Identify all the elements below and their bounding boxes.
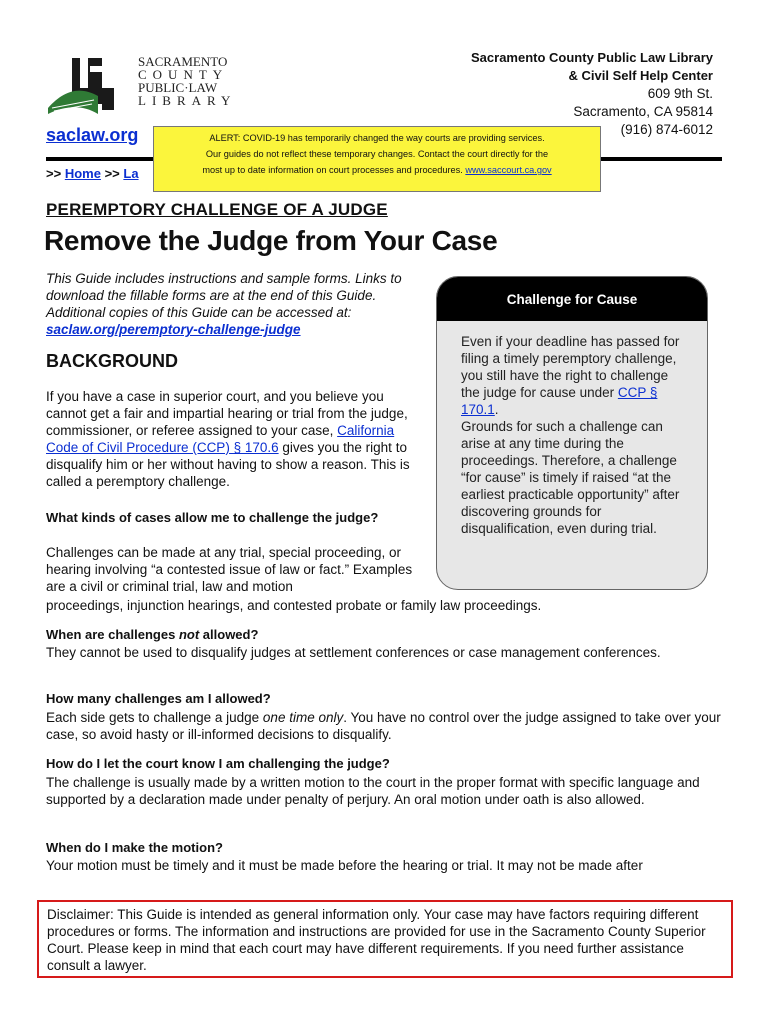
background-paragraph: [46, 388, 422, 490]
sidebar-title: Challenge for Cause: [437, 277, 707, 321]
logo-line-4: LIBRARY: [138, 93, 237, 108]
library-subname: & Civil Self Help Center: [568, 68, 713, 83]
q3-answer-before: Each side gets to challenge a judge: [46, 710, 260, 725]
q3-answer-after: . You have no control over the judge assigned to take over your case, so avoid hasty or ill-informed decisions to disqualify.: [46, 710, 721, 742]
q5-question: When do I make the motion?: [46, 840, 223, 855]
logo-line-1: SACRAMENTO: [138, 54, 228, 69]
q1-answer-a: Challenges can be made at any trial, special proceeding, or hearing involving “a contested issue of law or fact.” Examples are a civil or criminal trial, law and motion: [46, 545, 413, 594]
sidebar-paragraph-1: [461, 333, 687, 418]
breadcrumb-next-link[interactable]: La: [123, 166, 139, 181]
q2-question-after: allowed?: [202, 627, 259, 642]
sidebar-body: [437, 321, 707, 537]
sidebar-text-period: .: [494, 402, 499, 417]
library-logo-text: [138, 55, 258, 107]
guide-url-link[interactable]: saclaw.org/peremptory-challenge-judge: [46, 322, 301, 337]
guide-intro: [46, 270, 414, 338]
q2-question-em: not: [178, 627, 200, 642]
saclaw-site-link[interactable]: saclaw.org: [46, 125, 139, 145]
q3-answer-em: one time only: [262, 710, 344, 725]
alert-line-1: ALERT: COVID-19 has temporarily changed the way courts are providing services.: [209, 133, 545, 143]
q5-answer: Your motion must be timely and it must be made before the hearing or trial. It may not be made after: [46, 858, 643, 873]
challenge-for-cause-sidebar: [436, 276, 708, 590]
background-text-2: gives you the right to disqualify him or her without having to show a reason. This is called a peremptory challenge.: [46, 440, 410, 489]
q3-answer: [46, 709, 726, 743]
q2-question-before: When are challenges: [46, 627, 176, 642]
ccp-170-6-link[interactable]: California Code of Civil Procedure (CCP) § 170.6: [46, 423, 395, 455]
sidebar-paragraph-2: Grounds for such a challenge can arise at any time during the proceedings. Therefore, a challenge “for cause” is timely if raised “at the earliest practicable opportunity” after discovering grounds for disqualification, even during trial.: [461, 419, 680, 536]
logo-line-3: PUBLIC·LAW: [138, 80, 218, 95]
breadcrumb-home-link[interactable]: Home: [64, 166, 101, 181]
disclaimer-box: Disclaimer: This Guide is intended as general information only. Your case may have factors requiring different procedures or forms. The information and instructions are provided for use in the Sacramento County Superior Court. Please keep in mind that each court may have different requirements. If you need further assistance consult a lawyer.: [37, 900, 733, 978]
alert-line-3: [160, 162, 594, 178]
q4-question: How do I let the court know I am challenging the judge?: [46, 756, 390, 771]
background-text-1: If you have a case in superior court, and you believe you cannot get a fair and impartial hearing or trial from the judge, commissioner, or referee assigned to your case,: [46, 389, 408, 438]
logo-line-2: COUNTY: [138, 67, 229, 82]
breadcrumb: [46, 166, 139, 181]
breadcrumb-separator: >>: [104, 166, 120, 181]
q4-answer: The challenge is usually made by a written motion to the court in the proper format with specific language and supported by a declaration made under penalty of perjury. An oral motion under oath is also allowed.: [46, 775, 700, 807]
guide-kicker: PEREMPTORY CHALLENGE OF A JUDGE: [46, 200, 388, 219]
library-phone: (916) 874-6012: [620, 122, 713, 137]
breadcrumb-prefix: >>: [46, 166, 62, 181]
library-logo-icon: [46, 52, 116, 116]
library-city: Sacramento, CA 95814: [573, 104, 713, 119]
q3-question: How many challenges am I allowed?: [46, 691, 271, 706]
q2-question: [46, 626, 258, 643]
ccp-170-1-link[interactable]: CCP § 170.1: [461, 385, 658, 417]
q1-answer-b: proceedings, injunction hearings, and contested probate or family law proceedings.: [46, 598, 542, 613]
q1-question: What kinds of cases allow me to challenge the judge?: [46, 510, 379, 525]
alert-line-2: Our guides do not reflect these temporary changes. Contact the court directly for the: [205, 149, 549, 159]
background-heading: BACKGROUND: [46, 351, 178, 371]
library-name: Sacramento County Public Law Library: [471, 50, 713, 65]
covid-alert-box: [153, 126, 601, 192]
library-street: 609 9th St.: [647, 86, 713, 101]
q2-answer: They cannot be used to disqualify judges at settlement conferences or case management conferences.: [46, 645, 661, 660]
alert-court-link[interactable]: www.saccourt.ca.gov: [465, 165, 552, 175]
page-title: Remove the Judge from Your Case: [44, 225, 498, 256]
alert-line-3-text: most up to date information on court processes and procedures.: [202, 165, 463, 175]
sidebar-text-1: Even if your deadline has passed for filing a timely peremptory challenge, you still have the right to challenge the judge for cause under: [461, 334, 680, 400]
intro-text: This Guide includes instructions and sample forms. Links to download the fillable forms are at the end of this Guide. Additional copies of this Guide can be accessed at:: [46, 271, 402, 320]
